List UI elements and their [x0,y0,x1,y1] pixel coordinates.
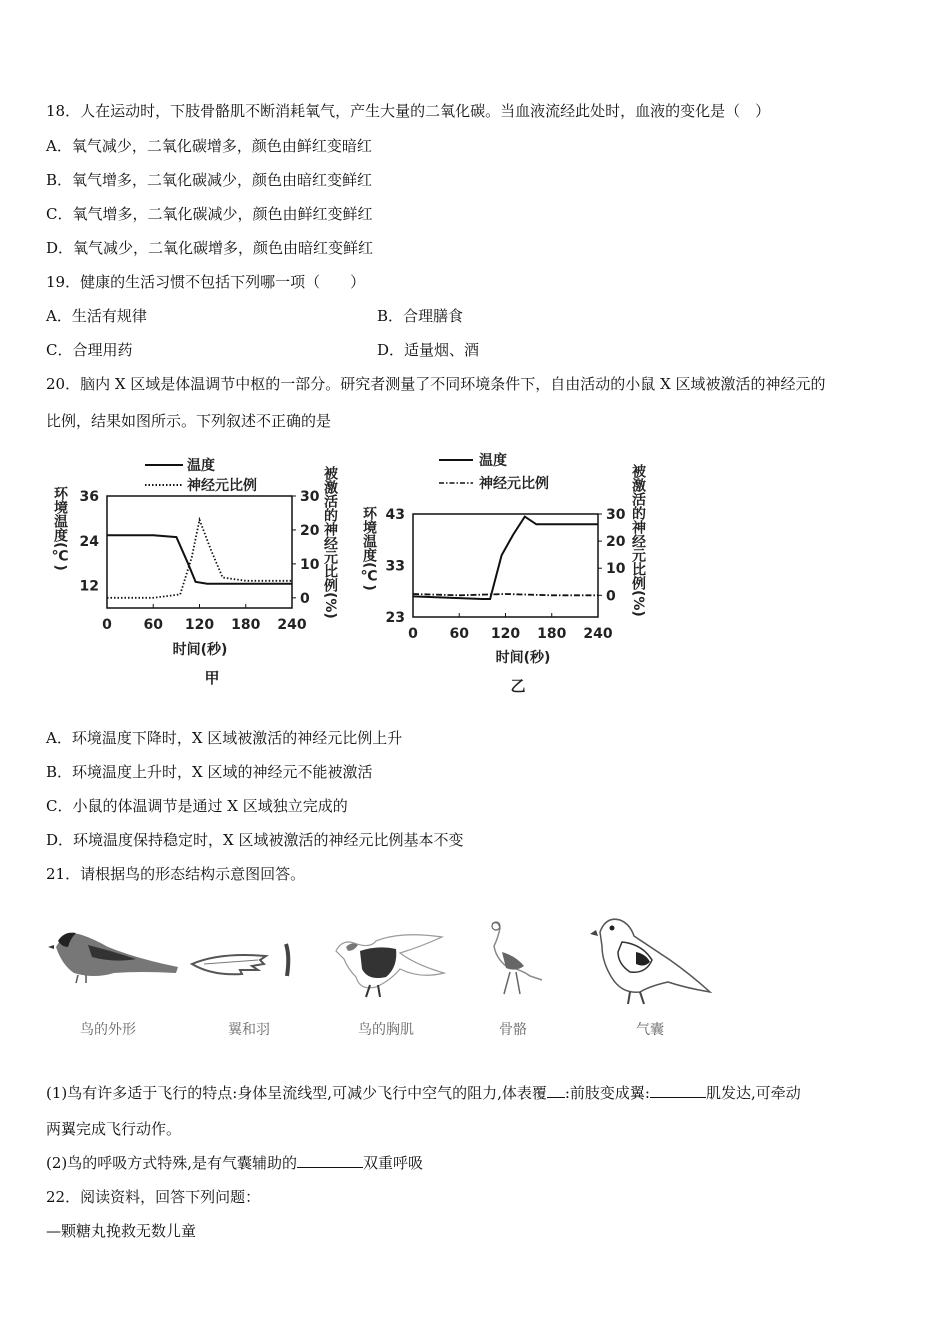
q21-part1-text-a: (1)鸟有许多适于飞行的特点:身体呈流线型,可减少飞行中空气的阻力,体表覆 [46,1084,547,1102]
legend-label-temperature: 温度 [187,458,215,474]
bird-outline-figure [48,925,183,985]
y-left-tick-label: 36 [79,489,99,505]
q21-stem: 21．请根据鸟的形态结构示意图回答。 [46,865,306,883]
y-right-tick-label: 20 [300,522,320,539]
y-axis-label-right: 被激活的神经元比例(%) [322,466,338,619]
y-right-tick-label: 0 [300,590,310,607]
x-tick-label: 120 [184,617,215,633]
q20-option-c: C．小鼠的体温调节是通过 X 区域独立完成的 [46,797,348,815]
q20-stem-line2: 比例，结果如图所示。下列叙述不正确的是 [46,412,332,430]
q20-option-a: A．环境温度下降时，X 区域被激活的神经元比例上升 [46,729,403,747]
q22-stem: 22．阅读资料，回答下列问题： [46,1188,261,1206]
air-sac-figure [590,912,715,1007]
q21-part1-text-b: :前肢变成翼: [564,1084,650,1102]
y-right-tick-label: 30 [300,489,320,505]
x-axis-label: 时间(秒) [495,650,551,666]
y-left-tick-label: 23 [385,610,405,626]
legend-label-neuron: 神经元比例 [479,476,549,492]
answer-blank-3[interactable] [297,1153,363,1168]
chest-muscle-figure [330,925,450,1000]
legend-label-neuron: 神经元比例 [187,478,257,494]
caption-bird-outline: 鸟的外形 [80,1022,136,1038]
q21-part1-line2: 两翼完成飞行动作。 [46,1120,182,1138]
x-tick-label: 60 [143,617,163,633]
q22-subtitle: —颗糖丸挽救无数儿童 [46,1222,197,1240]
q21-part1-line1 [46,1083,801,1103]
y-left-tick-label: 12 [79,578,99,595]
plot-frame [413,514,598,617]
chart-title: 甲 [204,669,220,687]
q19-stem: 19．健康的生活习惯不包括下列哪一项（ ） [46,273,366,291]
x-tick-label: 120 [490,626,521,642]
q18-option-c: C．氧气增多，二氧化碳减少，颜色由鲜红变鲜红 [46,205,373,223]
x-tick-label: 0 [408,626,418,642]
caption-air-sac: 气囊 [636,1022,664,1038]
x-axis-label: 时间(秒) [172,642,228,658]
skeleton-figure [472,918,552,1000]
series-line-neuron-ratio [107,520,292,598]
chart-yi [355,448,665,698]
q21-part2 [46,1153,423,1173]
chart-jia [40,448,350,698]
answer-blank-2[interactable] [650,1083,706,1098]
plot-frame [107,496,292,608]
series-line-neuron-ratio [413,594,598,595]
q21-part2-text-a: (2)鸟的呼吸方式特殊,是有气囊辅助的 [46,1154,298,1172]
legend-label-temperature: 温度 [479,453,507,469]
y-left-tick-label: 24 [79,533,99,550]
caption-chest-muscle: 鸟的胸肌 [358,1022,414,1038]
q20-stem-line1: 20．脑内 X 区域是体温调节中枢的一部分。研究者测量了不同环境条件下，自由活动的小鼠 X 区域被激活的神经元的 [46,375,826,393]
q18-option-b: B．氧气增多，二氧化碳减少，颜色由暗红变鲜红 [46,171,373,189]
chart-title: 乙 [510,677,526,695]
q18-option-a: A．氧气减少，二氧化碳增多，颜色由鲜红变暗红 [46,137,372,155]
caption-skeleton: 骨骼 [499,1022,527,1038]
x-tick-label: 180 [231,617,261,633]
x-tick-label: 180 [537,626,567,642]
y-right-tick-label: 0 [606,588,616,605]
q19-option-c: C．合理用药 [46,341,133,359]
answer-blank-1[interactable] [547,1083,565,1098]
x-tick-label: 240 [583,626,613,642]
q19-option-b: B．合理膳食 [377,307,464,325]
x-tick-label: 60 [449,626,469,642]
x-tick-label: 0 [102,617,112,633]
series-line-temperature [413,517,598,599]
q18-option-d: D．氧气减少，二氧化碳增多，颜色由暗红变鲜红 [46,239,374,257]
q19-option-d: D．适量烟、酒 [377,341,480,359]
q19-option-a: A．生活有规律 [46,307,147,325]
q18-stem: 18．人在运动时，下肢骨骼肌不断消耗氧气，产生大量的二氧化碳。当血液流经此处时，血液的变化是（ ） [46,102,771,120]
y-left-tick-label: 43 [385,507,405,523]
y-right-tick-label: 10 [606,561,626,578]
x-tick-label: 240 [277,617,307,633]
y-left-tick-label: 33 [385,558,405,575]
y-axis-label-left: 环境温度(℃) [361,506,377,591]
y-axis-label-right: 被激活的神经元比例(%) [630,464,646,617]
y-right-tick-label: 30 [606,507,626,523]
caption-wing-feather: 翼和羽 [228,1022,270,1038]
y-right-tick-label: 10 [300,556,320,573]
q21-part1-text-c: 肌发达,可牵动 [705,1084,801,1102]
y-right-tick-label: 20 [606,534,626,551]
q21-part2-text-b: 双重呼吸 [363,1154,424,1172]
series-line-temperature [107,535,292,584]
wing-and-feather-figure [190,940,300,980]
q20-option-d: D．环境温度保持稳定时，X 区域被激活的神经元比例基本不变 [46,831,464,849]
y-axis-label-left: 环境温度(℃) [52,486,68,571]
q20-option-b: B．环境温度上升时，X 区域的神经元不能被激活 [46,763,373,781]
